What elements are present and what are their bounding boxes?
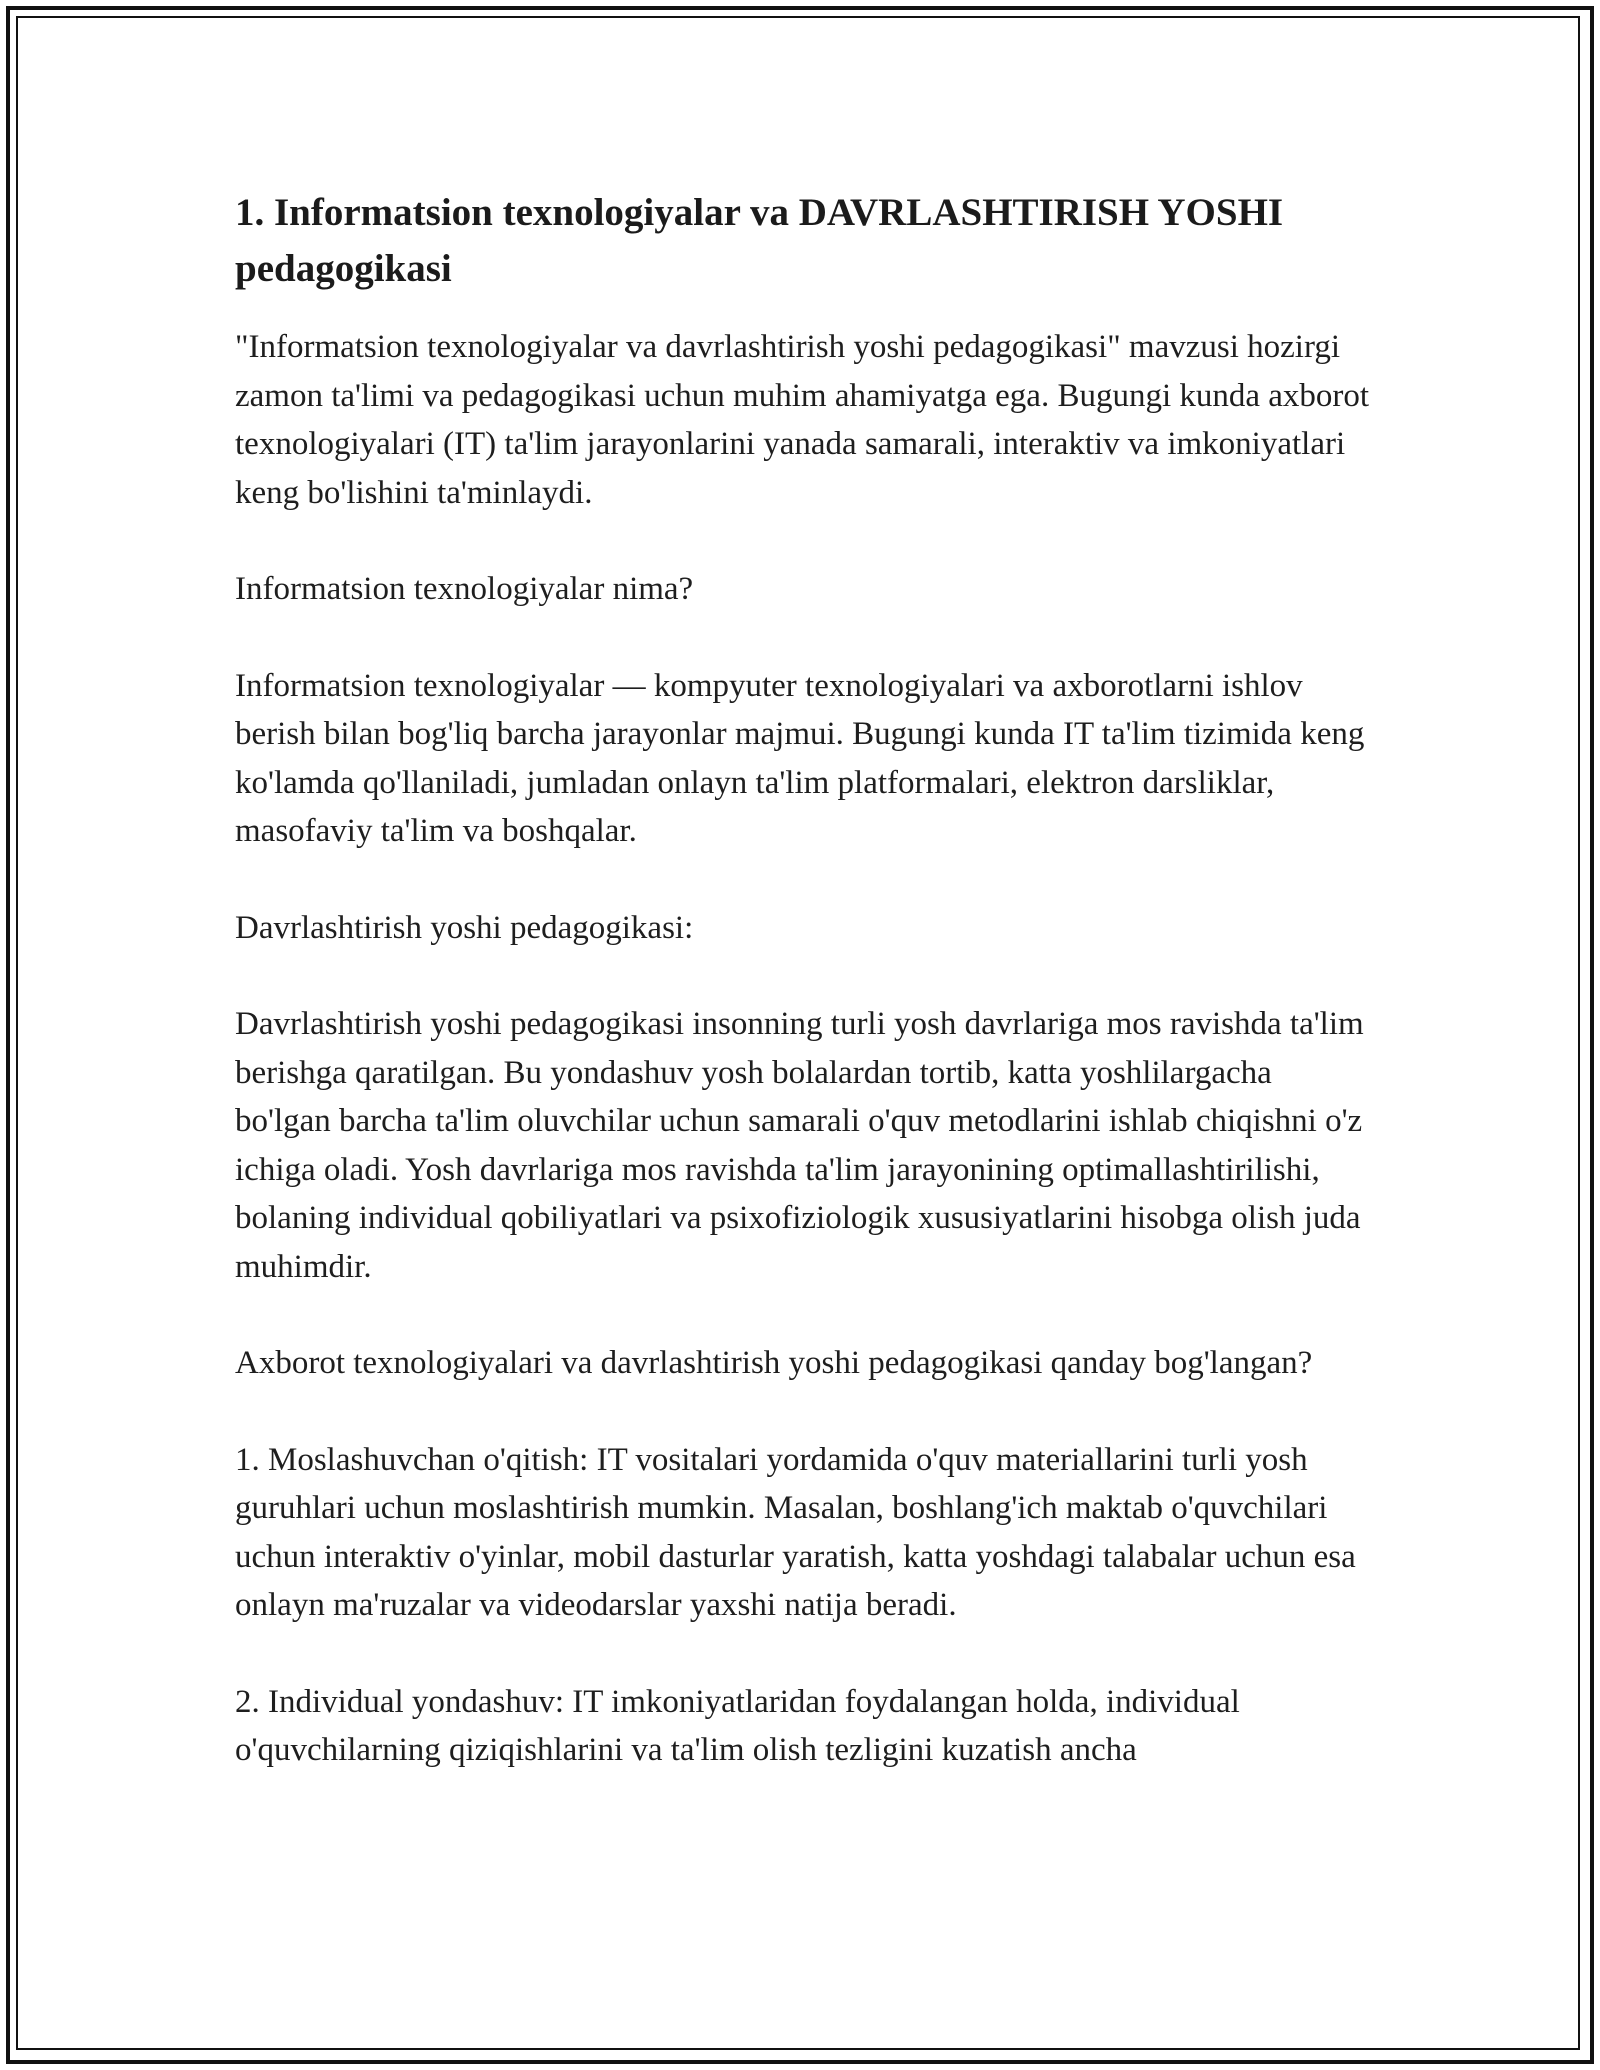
list-item-adaptive-teaching: 1. Moslashuvchan o'qitish: IT vositalari yordamida o'quv materiallarini turli yosh guruhlari uchun moslashtirish mumkin. Masalan, boshlang'ich maktab o'quvchilari uchun interaktiv o'yinlar, mobil dasturlar yaratish, katta yoshdagi talabalar uchun esa onlayn ma'ruzalar va videodarslar yaxshi natija beradi.: [235, 1441, 1356, 1623]
it-definition-paragraph: Informatsion texnologiyalar — kompyuter texnologiyalari va axborotlarni ishlov berish bilan bog'liq barcha jarayonlar majmui. Bugungi kunda IT ta'lim tizimida keng ko'lamda qo'llaniladi, jumladan onlayn ta'lim platformalari, elektron darsliklar, masofaviy ta'lim va boshqalar.: [235, 667, 1365, 849]
intro-paragraph: "Informatsion texnologiyalar va davrlashtirish yoshi pedagogikasi" mavzusi hozirgi zamon ta'limi va pedagogikasi uchun muhim ahamiyatga ega. Bugungi kunda axborot texnologiyalari (IT) ta'lim jarayonlarini yanada samarali, interaktiv va imkoniyatlari keng bo'lishini ta'minlaydi.: [235, 329, 1370, 511]
document-title: 1. Informatsion texnologiyalar va DAVRLASHTIRISH YOSHI pedagogikasi: [235, 191, 1284, 290]
document-body: [235, 185, 1375, 1775]
section-heading-periodization: Davrlashtirish yoshi pedagogikasi:: [235, 909, 694, 946]
section-question-connection: Axborot texnologiyalari va davrlashtirish yoshi pedagogikasi qanday bog'langan?: [235, 1345, 1313, 1381]
section-question-what-is-it: Informatsion texnologiyalar nima?: [235, 571, 694, 607]
periodization-paragraph: Davrlashtirish yoshi pedagogikasi insonning turli yosh davrlariga mos ravishda ta'lim berishga qaratilgan. Bu yondashuv yosh bolalardan tortib, katta yoshlilargacha bo'lgan barcha ta'lim oluvchilar uchun samarali o'quv metodlarini ishlab chiqishni o'z ichiga oladi. Yosh davrlariga mos ravishda ta'lim jarayonining optimallashtirilishi, bolaning individual qobiliyatlari va psixofiziologik xususiyatlarini hisobga olish juda muhimdir.: [235, 1006, 1364, 1285]
list-item-individual-approach: 2. Individual yondashuv: IT imkoniyatlaridan foydalangan holda, individual o'quvchilarning qiziqishlarini va ta'lim olish tezligini kuzatish ancha: [235, 1683, 1240, 1768]
